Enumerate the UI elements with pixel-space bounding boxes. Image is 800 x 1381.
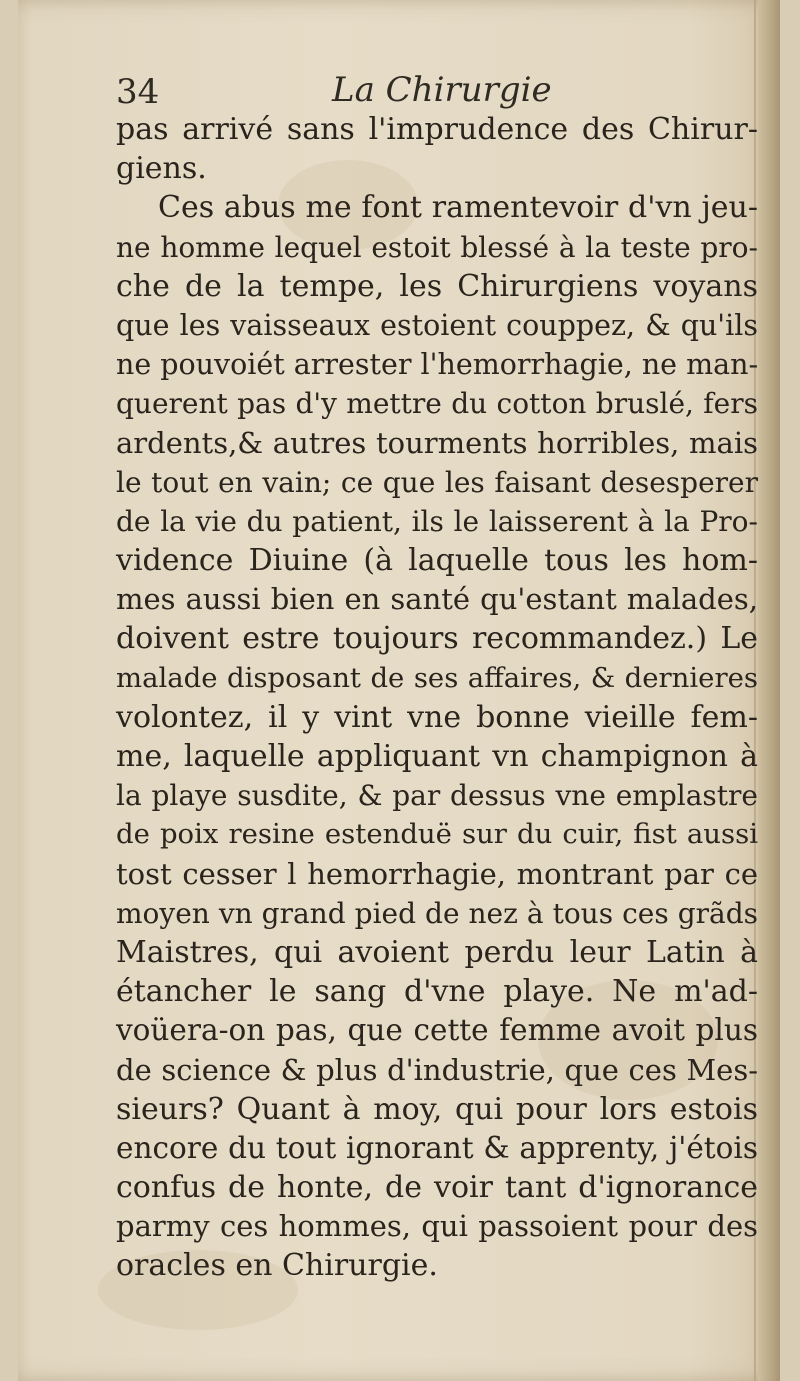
text-line: sieurs? Quant à moy, qui pour lors estois (116, 1091, 758, 1127)
running-head: La Chirurgie (332, 70, 552, 110)
text-line: parmy ces hommes, qui passoient pour des (116, 1209, 758, 1244)
text-line: me, laquelle appliquant vn champignon à (116, 739, 758, 774)
text-line: ne pouvoiét arrester l'hemorrhagie, ne man- (116, 348, 759, 382)
text-line: querent pas d'y mettre du cotton bruslé, fers (116, 387, 758, 421)
text-line: étancher le sang d'vne playe. Ne m'ad- (116, 974, 758, 1010)
page-number: 34 (116, 72, 160, 112)
text-line: malade disposant de ses affaires, & dernieres (116, 661, 758, 694)
text-line: de poix resine estenduë sur du cuir, fist aussi (116, 818, 758, 851)
text-line: che de la tempe, les Chirurgiens voyans (116, 268, 758, 304)
text-line: confus de honte, de voir tant d'ignorance (116, 1170, 758, 1206)
text-line: la playe susdite, & par dessus vne emplastre (116, 779, 758, 813)
text-line: mes aussi bien en santé qu'estant malades, (116, 582, 758, 617)
text-line: de la vie du patient, ils le laisserent à la Pro- (116, 504, 758, 538)
text-line: tost cesser l hemorrhagie, montrant par ce (116, 856, 758, 891)
text-line: moyen vn grand pied de nez à tous ces grãds (116, 896, 758, 930)
text-line: Ces abus me font ramentevoir d'vn jeu- (158, 190, 758, 226)
text-line: ne homme lequel estoit blessé à la teste pro- (116, 230, 758, 264)
text-line: volontez, il y vint vne bonne vieille fem- (116, 699, 758, 735)
text-line: encore du tout ignorant & apprenty, j'étois (116, 1130, 758, 1165)
text-line: voüera-on pas, que cette femme avoit plus (116, 1013, 758, 1048)
text-line: le tout en vain; ce que les faisant desesperer (116, 465, 758, 499)
text-line: doivent estre toujours recommandez.) Le (116, 621, 758, 657)
text-line: giens. (116, 151, 207, 187)
text-line: Maistres, qui avoient perdu leur Latin à (116, 934, 758, 970)
body-text (116, 110, 758, 1286)
page-edge (758, 0, 780, 1381)
text-line: vidence Diuine (à laquelle tous les hom- (116, 543, 758, 579)
text-line: oracles en Chirurgie. (116, 1248, 438, 1284)
text-line: pas arrivé sans l'imprudence des Chirur- (116, 112, 758, 147)
text-line: ardents,& autres tourments horribles, mais (116, 425, 758, 460)
text-line: que les vaisseaux estoient couppez, & qu'ils (116, 308, 758, 342)
text-line: de science & plus d'industrie, que ces Mes- (116, 1052, 758, 1087)
